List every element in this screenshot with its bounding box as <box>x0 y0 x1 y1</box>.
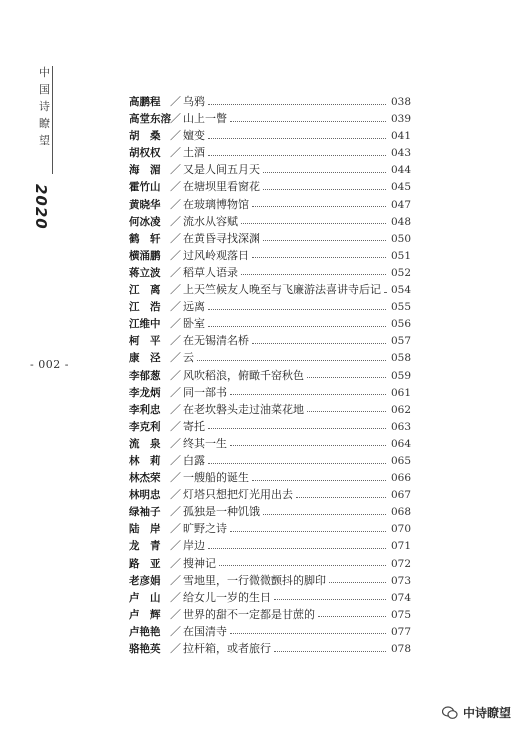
toc-page-number: 077 <box>390 625 411 638</box>
toc-entry[interactable] <box>129 213 411 230</box>
toc-entry[interactable] <box>129 469 411 486</box>
toc-leader-dots <box>252 205 386 207</box>
toc-leader-dots <box>307 376 386 378</box>
toc-title: 一艘船的诞生 <box>183 471 249 485</box>
toc-leader-dots <box>274 598 386 600</box>
toc-entry[interactable] <box>129 93 411 110</box>
toc-leader-dots <box>208 137 386 139</box>
toc-leader-dots <box>274 650 386 652</box>
toc-separator: ／ <box>170 265 181 279</box>
toc-separator: ／ <box>170 180 181 194</box>
toc-entry[interactable] <box>129 315 411 332</box>
toc-title: 终其一生 <box>183 436 227 450</box>
watermark-text: 中诗瞭望 <box>462 706 511 720</box>
toc-entry[interactable] <box>129 555 411 572</box>
toc-separator: ／ <box>170 112 181 126</box>
toc-separator: ／ <box>170 522 181 536</box>
toc-separator: ／ <box>170 453 181 467</box>
toc-separator: ／ <box>170 146 181 160</box>
toc-leader-dots <box>263 513 386 515</box>
toc-page-number: 056 <box>390 318 411 331</box>
toc-title: 世界的甜不一定都是甘蔗的 <box>183 607 315 621</box>
toc-entry[interactable] <box>129 503 411 520</box>
toc-page-number: 064 <box>390 437 411 450</box>
watermark <box>442 704 511 721</box>
toc-separator: ／ <box>170 488 181 502</box>
toc-author: 鹤 轩 <box>129 232 161 245</box>
toc-title: 云 <box>183 351 194 365</box>
toc-title: 拉杆箱，或者旅行 <box>183 642 271 655</box>
toc-leader-dots <box>329 581 386 583</box>
toc-title: 在老坎磐头走过油菜花地 <box>183 402 304 416</box>
toc-page-number: 066 <box>390 472 411 485</box>
toc-title: 在塘坝里看窗花 <box>183 180 260 194</box>
toc-title: 白露 <box>183 453 205 467</box>
toc-separator: ／ <box>170 129 181 143</box>
toc-page-number: 059 <box>390 369 411 382</box>
toc-entry[interactable] <box>129 367 411 384</box>
toc-author: 卢 山 <box>129 591 161 604</box>
toc-page-number: 051 <box>390 249 411 262</box>
toc-entry[interactable] <box>129 127 411 144</box>
table-of-contents <box>129 93 411 657</box>
toc-entry[interactable] <box>129 281 411 298</box>
toc-separator: ／ <box>170 419 181 433</box>
issue-year: 2020 <box>32 184 50 230</box>
toc-page-number: 043 <box>390 147 411 160</box>
wechat-icon <box>442 706 458 720</box>
toc-page-number: 045 <box>390 181 411 194</box>
toc-page-number: 074 <box>390 591 411 604</box>
toc-page-number: 054 <box>390 284 411 297</box>
toc-author: 路 亚 <box>129 557 161 570</box>
toc-leader-dots <box>230 120 386 122</box>
toc-leader-dots <box>208 325 386 327</box>
toc-separator: ／ <box>170 197 181 211</box>
toc-entry[interactable] <box>129 537 411 554</box>
toc-page-number: 068 <box>390 506 411 519</box>
toc-title: 上天竺候友人晚至与飞廉游法喜讲寺后记 <box>183 283 381 297</box>
toc-title: 同一部书 <box>183 385 227 399</box>
toc-author: 蒋立波 <box>129 266 161 279</box>
toc-separator: ／ <box>170 590 181 604</box>
toc-separator: ／ <box>170 607 181 621</box>
toc-page-number: 039 <box>390 113 411 126</box>
toc-entry[interactable] <box>129 349 411 366</box>
page-number: - 002 - <box>30 358 69 371</box>
toc-author: 李龙炳 <box>129 386 161 399</box>
toc-leader-dots <box>208 462 386 464</box>
toc-separator: ／ <box>170 351 181 365</box>
toc-leader-dots <box>241 273 386 275</box>
toc-page-number: 071 <box>390 540 411 553</box>
toc-entry[interactable] <box>129 298 411 315</box>
toc-page-number: 044 <box>390 164 411 177</box>
toc-author: 李克利 <box>129 420 161 433</box>
toc-author: 高堂东溶 <box>129 113 171 126</box>
toc-separator: ／ <box>170 283 181 297</box>
toc-leader-dots <box>263 171 386 173</box>
toc-page-number: 050 <box>390 232 411 245</box>
toc-leader-dots <box>230 393 386 395</box>
toc-title: 又是人间五月天 <box>183 163 260 177</box>
toc-author: 陆 岸 <box>129 523 161 536</box>
toc-author: 江 浩 <box>129 301 161 314</box>
toc-separator: ／ <box>170 539 181 553</box>
toc-separator: ／ <box>170 248 181 262</box>
toc-entry[interactable] <box>129 486 411 503</box>
toc-title: 风吹稻浪，俯瞰千窑秋色 <box>183 368 304 382</box>
toc-separator: ／ <box>170 402 181 416</box>
toc-author: 海 湄 <box>129 164 161 177</box>
toc-leader-dots <box>384 291 386 293</box>
toc-author: 林明忠 <box>129 489 161 502</box>
toc-title: 过风岭观落日 <box>183 248 249 262</box>
toc-entry[interactable] <box>129 332 411 349</box>
toc-leader-dots <box>307 410 386 412</box>
toc-author: 横涌鹏 <box>129 249 161 262</box>
toc-entry[interactable] <box>129 640 411 657</box>
toc-title: 嬗变 <box>183 129 205 143</box>
toc-entry[interactable] <box>129 230 411 247</box>
toc-title: 给女儿一岁的生日 <box>183 590 271 604</box>
toc-page-number: 078 <box>390 643 411 655</box>
toc-author: 绿袖子 <box>129 506 161 519</box>
toc-title: 土酒 <box>183 146 205 160</box>
toc-author: 黄晓华 <box>129 198 161 211</box>
toc-page-number: 047 <box>390 198 411 211</box>
toc-title: 寄托 <box>183 419 205 433</box>
toc-separator: ／ <box>170 556 181 570</box>
toc-page-number: 057 <box>390 335 411 348</box>
toc-separator: ／ <box>170 231 181 245</box>
toc-author: 江 离 <box>129 284 161 297</box>
toc-separator: ／ <box>170 214 181 228</box>
toc-page-number: 055 <box>390 301 411 314</box>
toc-entry[interactable] <box>129 144 411 161</box>
toc-entry[interactable] <box>129 435 411 452</box>
toc-page-number: 065 <box>390 454 411 467</box>
toc-page-number: 070 <box>390 523 411 536</box>
toc-page-number: 063 <box>390 420 411 433</box>
toc-separator: ／ <box>170 317 181 331</box>
toc-title: 在国清寺 <box>183 624 227 638</box>
toc-author: 流 泉 <box>129 437 161 450</box>
toc-author: 老彦娟 <box>129 574 161 587</box>
toc-author: 林 莉 <box>129 454 161 467</box>
toc-separator: ／ <box>170 642 181 655</box>
toc-entry[interactable] <box>129 384 411 401</box>
toc-entry[interactable] <box>129 264 411 281</box>
toc-entry[interactable] <box>129 623 411 640</box>
toc-author: 卢艳艳 <box>129 625 161 638</box>
toc-page-number: 067 <box>390 489 411 502</box>
toc-title: 灯塔只想把灯光用出去 <box>183 488 293 502</box>
sidebar-header <box>32 64 58 230</box>
toc-entry[interactable] <box>129 110 411 127</box>
toc-leader-dots <box>208 547 386 549</box>
toc-entry[interactable] <box>129 161 411 178</box>
toc-separator: ／ <box>170 505 181 519</box>
toc-page-number: 073 <box>390 574 411 587</box>
toc-title: 流水从容赋 <box>183 214 238 228</box>
toc-separator: ／ <box>170 436 181 450</box>
toc-author: 柯 平 <box>129 335 161 348</box>
toc-leader-dots <box>208 308 386 310</box>
toc-author: 龙 青 <box>129 540 161 553</box>
toc-author: 江维中 <box>129 318 161 331</box>
toc-entry[interactable] <box>129 418 411 435</box>
toc-leader-dots <box>318 615 386 617</box>
toc-leader-dots <box>230 444 386 446</box>
toc-author: 李利忠 <box>129 403 161 416</box>
toc-entry[interactable] <box>129 589 411 606</box>
toc-author: 胡权权 <box>129 147 161 160</box>
toc-title: 搜神记 <box>183 556 216 570</box>
toc-leader-dots <box>252 479 386 481</box>
toc-title: 远离 <box>183 300 205 314</box>
toc-separator: ／ <box>170 368 181 382</box>
toc-page-number: 061 <box>390 386 411 399</box>
toc-author: 何冰凌 <box>129 215 161 228</box>
toc-page-number: 038 <box>390 96 411 108</box>
toc-title: 稻草人语录 <box>183 265 238 279</box>
toc-title: 在无锡清名桥 <box>183 334 249 348</box>
toc-author: 胡 桑 <box>129 130 161 143</box>
toc-author: 康 泾 <box>129 352 161 365</box>
toc-title: 旷野之诗 <box>183 522 227 536</box>
toc-leader-dots <box>197 359 386 361</box>
toc-title: 在黄昏寻找深渊 <box>183 231 260 245</box>
toc-title: 岸边 <box>183 539 205 553</box>
toc-title: 乌鸦 <box>183 95 205 108</box>
toc-page-number: 072 <box>390 557 411 570</box>
toc-separator: ／ <box>170 300 181 314</box>
toc-entry[interactable] <box>129 572 411 589</box>
toc-author: 霍竹山 <box>129 181 161 194</box>
toc-entry[interactable] <box>129 520 411 537</box>
toc-separator: ／ <box>170 624 181 638</box>
toc-separator: ／ <box>170 385 181 399</box>
toc-author: 骆艳英 <box>129 643 161 655</box>
toc-page-number: 048 <box>390 215 411 228</box>
toc-page-number: 041 <box>390 130 411 143</box>
toc-separator: ／ <box>170 334 181 348</box>
toc-author: 卢 辉 <box>129 608 161 621</box>
toc-entry[interactable] <box>129 178 411 195</box>
toc-author: 高鹏程 <box>129 96 161 108</box>
toc-entry[interactable] <box>129 401 411 418</box>
toc-entry[interactable] <box>129 196 411 213</box>
toc-leader-dots <box>230 632 386 634</box>
toc-separator: ／ <box>170 573 181 587</box>
toc-title: 雪地里，一行微微颤抖的脚印 <box>183 573 326 587</box>
toc-page-number: 052 <box>390 266 411 279</box>
toc-leader-dots <box>219 564 386 566</box>
toc-leader-dots <box>263 188 386 190</box>
toc-leader-dots <box>208 103 386 105</box>
toc-title: 在玻璃博物馆 <box>183 197 249 211</box>
toc-leader-dots <box>208 427 386 429</box>
toc-title: 卧室 <box>183 317 205 331</box>
toc-page-number: 062 <box>390 403 411 416</box>
toc-entry[interactable] <box>129 606 411 623</box>
toc-leader-dots <box>252 342 386 344</box>
toc-leader-dots <box>252 256 386 258</box>
toc-page-number: 075 <box>390 608 411 621</box>
toc-leader-dots <box>296 496 386 498</box>
toc-leader-dots <box>241 222 386 224</box>
toc-author: 林杰荣 <box>129 472 161 485</box>
toc-entry[interactable] <box>129 247 411 264</box>
magazine-title: 中国诗瞭望 <box>39 66 50 147</box>
toc-leader-dots <box>208 154 386 156</box>
toc-author: 李郁葱 <box>129 369 161 382</box>
toc-separator: ／ <box>170 95 181 108</box>
toc-leader-dots <box>230 530 386 532</box>
toc-page-number: 058 <box>390 352 411 365</box>
toc-separator: ／ <box>170 471 181 485</box>
toc-leader-dots <box>263 239 386 241</box>
vertical-rule <box>52 66 53 174</box>
toc-title: 山上一瞥 <box>183 112 227 126</box>
toc-entry[interactable] <box>129 452 411 469</box>
toc-separator: ／ <box>170 163 181 177</box>
toc-title: 孤独是一种饥饿 <box>183 505 260 519</box>
